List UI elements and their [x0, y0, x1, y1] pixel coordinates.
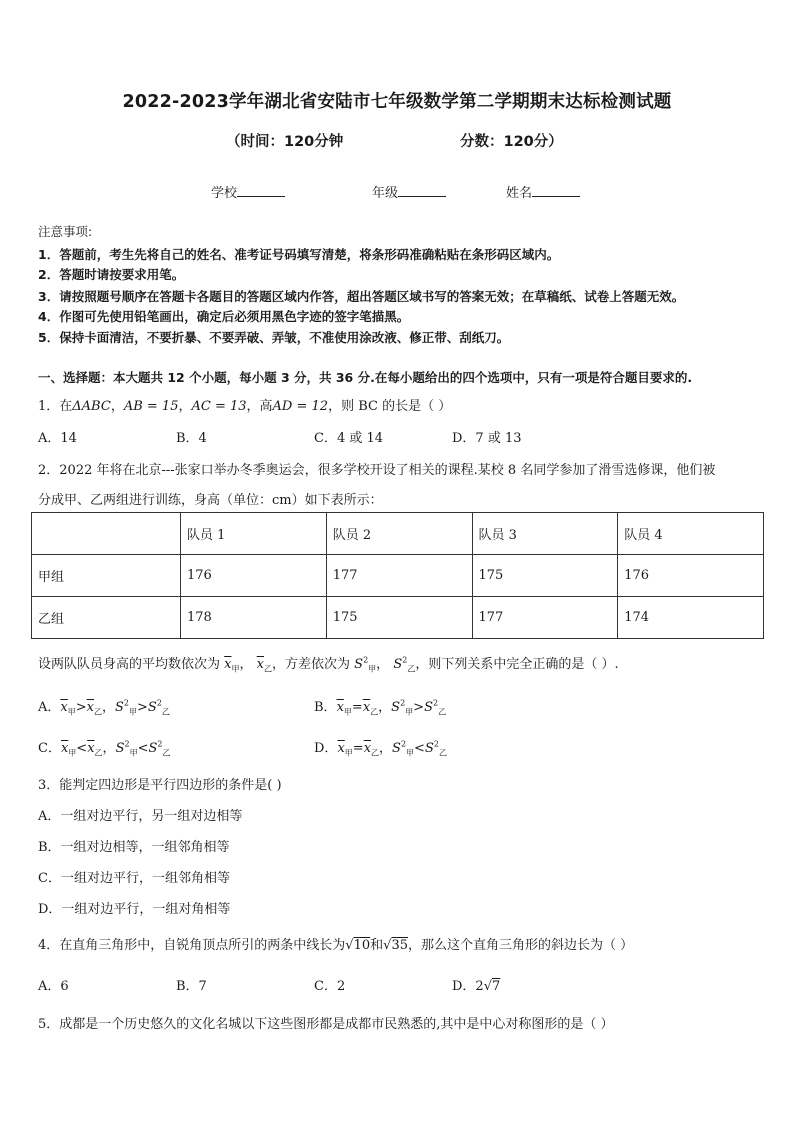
name-label: 姓名 [506, 186, 533, 201]
table-cell: 177 [326, 555, 472, 597]
grade-blank[interactable] [398, 184, 446, 197]
q2-option-b[interactable]: B．$\overline{x}_甲=\overline{x}_乙$，$S^2_甲>S^2_乙$ [314, 698, 447, 717]
table-cell: 175 [326, 597, 472, 639]
sqrt-icon: √ [383, 938, 392, 953]
table-cell: 队员 1 [181, 513, 327, 555]
table-cell [32, 513, 181, 555]
question-2-followup: 设两队队员身高的平均数依次为 $\overline{x}_甲$， $\overline{x}_乙$，方差依次为 $S^2_甲$， $S^2_乙$，则下列关系中完全正确的是（ ）. [38, 655, 619, 674]
table-cell: 178 [181, 597, 327, 639]
exam-score: 分数：120分） [460, 134, 563, 150]
q2-option-a[interactable]: A．$\overline{x}_甲>\overline{x}_乙$，$S^2_甲>S^2_乙$ [38, 698, 170, 717]
table-cell: 174 [618, 597, 764, 639]
height-table [31, 512, 764, 639]
q1-option-d[interactable]: D．7 或 13 [452, 431, 522, 446]
school-blank[interactable] [237, 184, 285, 197]
grade-field [372, 182, 446, 201]
sqrt-icon: √ [345, 938, 354, 953]
table-cell: 176 [618, 555, 764, 597]
question-4-stem: 4．在直角三角形中，自锐角顶点所引的两条中线长为√10和√35，那么这个直角三角形的斜边长为（ ） [38, 938, 634, 953]
page-title: 2022-2023学年湖北省安陆市七年级数学第二学期期末达标检测试题 [122, 92, 672, 112]
table-cell: 乙组 [32, 597, 181, 639]
notice-item: 2．答题时请按要求用笔。 [38, 267, 185, 282]
q1-option-a[interactable]: A．14 [38, 431, 77, 446]
q1-option-c[interactable]: C．4 或 14 [314, 431, 384, 446]
table-cell: 177 [472, 597, 618, 639]
notice-item: 5．保持卡面清洁，不要折暴、不要弄破、弄皱，不准使用涂改液、修正带、刮纸刀。 [38, 330, 510, 345]
grade-label: 年级 [372, 186, 399, 201]
q3-option-a[interactable]: A．一组对边平行，另一组对边相等 [38, 809, 243, 824]
table-cell: 队员 2 [326, 513, 472, 555]
notice-heading: 注意事项: [38, 224, 93, 239]
q3-option-c[interactable]: C．一组对边平行，一组邻角相等 [38, 871, 230, 886]
question-5-stem: 5．成都是一个历史悠久的文化名城以下这些图形都是成都市民熟悉的,其中是中心对称图形的是（ ） [38, 1017, 614, 1032]
question-2-line1: 2．2022 年将在北京---张家口举办冬季奥运会，很多学校开设了相关的课程.某校 8 名同学参加了滑雪选修课，他们被 [38, 463, 716, 478]
q3-option-b[interactable]: B．一组对边相等，一组邻角相等 [38, 840, 230, 855]
table-header-row [32, 513, 764, 555]
q1-option-b[interactable]: B．4 [176, 431, 207, 446]
q3-option-d[interactable]: D．一组对边平行，一组对角相等 [38, 902, 231, 917]
table-cell: 队员 3 [472, 513, 618, 555]
notice-item: 1．答题前，考生先将自己的姓名、准考证号码填写清楚，将条形码准确粘贴在条形码区域内。 [38, 247, 560, 262]
question-1-stem: 1．在ΔABC，AB = 15，AC = 13，高AD = 12，则 BC 的长是（ ） [38, 399, 452, 414]
question-2-line2: 分成甲、乙两组进行训练，身高（单位：cm）如下表所示： [38, 493, 383, 508]
name-field [506, 182, 580, 201]
section-heading: 一、选择题：本大题共 12 个小题，每小题 3 分，共 36 分.在每小题给出的四个选项中，只有一项是符合题目要求的. [38, 370, 693, 385]
notice-item: 4．作图可先使用铅笔画出，确定后必须用黑色字迹的签字笔描黑。 [38, 309, 410, 324]
table-row [32, 597, 764, 639]
q4-option-c[interactable]: C．2 [314, 979, 346, 994]
table-cell: 队员 4 [618, 513, 764, 555]
q2-option-c[interactable]: C．$\overline{x}_甲<\overline{x}_乙$，$S^2_甲<S^2_乙$ [38, 739, 171, 758]
table-cell: 175 [472, 555, 618, 597]
q4-option-b[interactable]: B．7 [176, 979, 207, 994]
exam-time: （时间：120分钟 [226, 134, 344, 150]
table-cell: 甲组 [32, 555, 181, 597]
table-row [32, 555, 764, 597]
q2-option-d[interactable]: D．$\overline{x}_甲=\overline{x}_乙$，$S^2_甲<S^2_乙$ [314, 739, 447, 758]
table-cell: 176 [181, 555, 327, 597]
q4-option-d[interactable]: D．2√7 [452, 979, 501, 994]
notice-item: 3．请按照题号顺序在答题卡各题目的答题区域内作答，超出答题区域书写的答案无效；在草稿纸、试卷上答题无效。 [38, 289, 685, 304]
school-label: 学校 [211, 186, 238, 201]
school-field [211, 182, 285, 201]
sqrt-icon: √ [483, 979, 492, 994]
name-blank[interactable] [532, 184, 580, 197]
question-3-stem: 3．能判定四边形是平行四边形的条件是( ) [38, 778, 282, 793]
q4-option-a[interactable]: A．6 [38, 979, 69, 994]
